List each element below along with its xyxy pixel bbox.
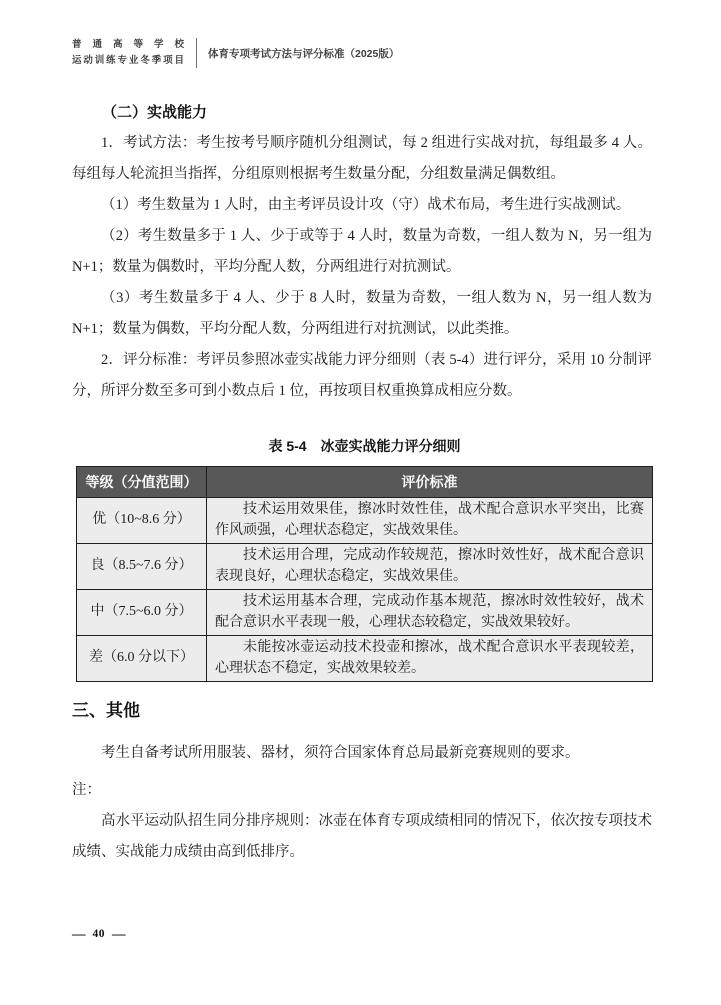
paragraph-case-3: （3）考生数量多于 4 人、少于 8 人时，数量为奇数，一组人数为 N，另一组人数为 N+1；数量为偶数，平均分配人数，分两组进行对抗测试，以此类推。 xyxy=(72,290,652,337)
section-practical-ability xyxy=(72,97,652,407)
header-doc-title: 体育专项考试方法与评分标准（2025版） xyxy=(208,47,400,60)
criteria-cell: 未能按冰壶运动技术投壶和擦冰，战术配合意识水平表现较差，心理状态不稳定，实战效果较差。 xyxy=(207,636,653,682)
note-label: 注： xyxy=(72,782,101,798)
header-program-line1: 普通高等学校 xyxy=(72,39,184,50)
paragraph-exam-method: 1．考试方法：考生按考号顺序随机分组测试，每 2 组进行实战对抗，每组最多 4 人。每组每人轮流担当指挥，分组原则根据考生数量分配，分组数量满足偶数组。 xyxy=(72,135,652,182)
table-row-poor xyxy=(77,636,653,682)
col-header-grade: 等级（分值范围） xyxy=(77,467,207,498)
paragraph-case-2: （2）考生数量多于 1 人、少于或等于 4 人时，数量为奇数，一组人数为 N，另一组为 N+1；数量为偶数时，平均分配人数，分两组进行对抗测试。 xyxy=(72,228,652,275)
score-table-block xyxy=(76,436,653,682)
paragraph-case-1: （1）考生数量为 1 人时，由主考评员设计攻（守）战术布局，考生进行实战测试。 xyxy=(101,197,631,213)
paragraph-equipment: 考生自备考试所用服装、器材，须符合国家体育总局最新竞赛规则的要求。 xyxy=(101,745,580,761)
grade-cell: 良（8.5~7.6 分） xyxy=(77,544,207,590)
paragraph-ranking-rule: 高水平运动队招生同分排序规则：冰壶在体育专项成绩相同的情况下，依次按专项技术成绩、实战能力成绩由高到低排序。 xyxy=(72,813,652,860)
table-header-row xyxy=(77,467,653,498)
paragraph-scoring-standard: 2．评分标准：考评员参照冰壶实战能力评分细则（表 5-4）进行评分，采用 10 分制评分，所评分数至多可到小数点后 1 位，再按项目权重换算成相应分数。 xyxy=(72,352,652,399)
grade-cell: 中（7.5~6.0 分） xyxy=(77,590,207,636)
criteria-cell: 技术运用合理，完成动作较规范，擦冰时效性好，战术配合意识表现良好，心理状态稳定，实战效果佳。 xyxy=(207,544,653,590)
criteria-cell: 技术运用效果佳，擦冰时效性佳，战术配合意识水平突出，比赛作风顽强，心理状态稳定，实战效果佳。 xyxy=(207,498,653,544)
score-table xyxy=(76,466,653,682)
criteria-cell: 技术运用基本合理，完成动作基本规范，擦冰时效性较好，战术配合意识水平表现一般，心理状态较稳定，实战效果较好。 xyxy=(207,590,653,636)
header-program-label xyxy=(72,37,184,69)
header-program-line2: 运动训练专业冬季项目 xyxy=(72,55,184,66)
section-heading: （二）实战能力 xyxy=(102,104,208,121)
table-row-good xyxy=(77,544,653,590)
table-row-medium xyxy=(77,590,653,636)
table-caption: 表 5-4 冰壶实战能力评分细则 xyxy=(268,438,461,454)
section-other-heading: 三、其他 xyxy=(72,701,140,720)
grade-cell: 差（6.0 分以下） xyxy=(77,636,207,682)
table-row-excellent xyxy=(77,498,653,544)
grade-cell: 优（10~8.6 分） xyxy=(77,498,207,544)
page-footer xyxy=(72,926,126,942)
col-header-criteria: 评价标准 xyxy=(207,467,653,498)
header-divider xyxy=(196,38,197,68)
page-header xyxy=(72,37,399,69)
page-number: 40 xyxy=(92,928,105,940)
footer-dash-right: — xyxy=(112,926,126,941)
section-other xyxy=(72,698,652,868)
footer-dash-left: — xyxy=(72,926,86,941)
